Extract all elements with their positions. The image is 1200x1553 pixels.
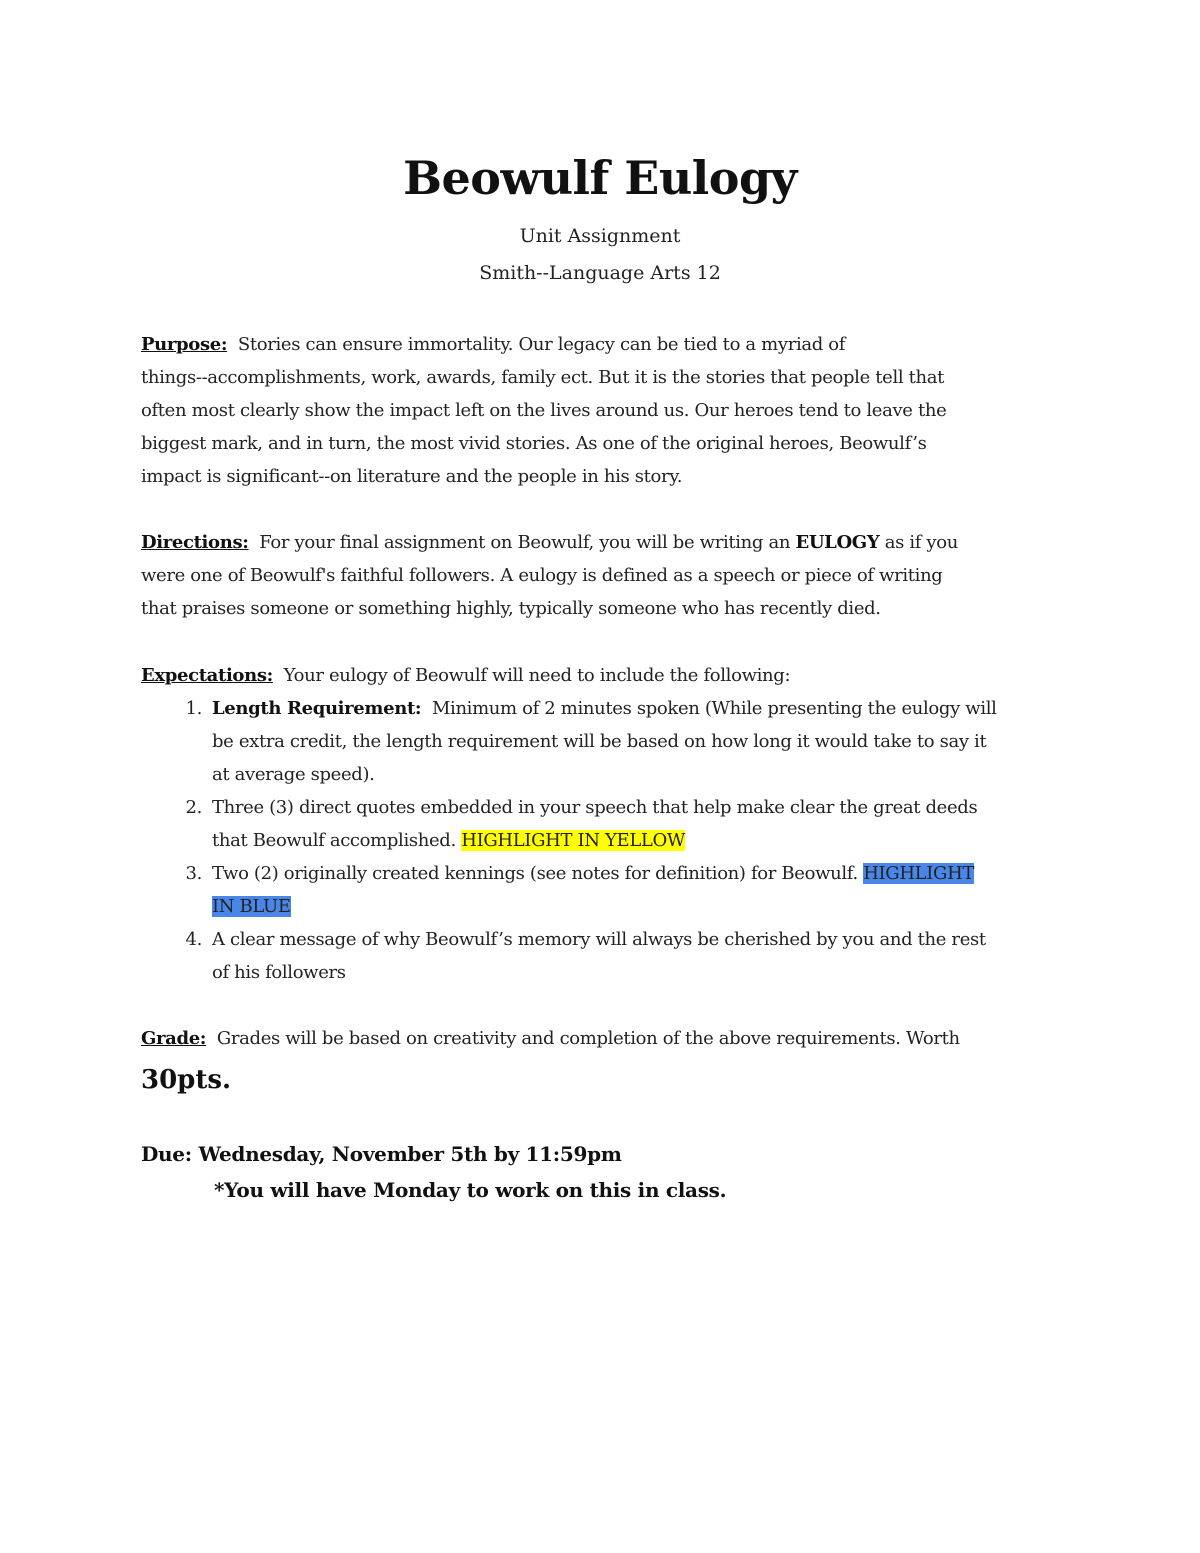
- requirement-4-line-2: of his followers: [212, 962, 346, 983]
- requirement-2-line-2: [212, 824, 1061, 857]
- requirement-1-text: Minimum of 2 minutes spoken (While presenting the eulogy will: [431, 698, 997, 719]
- purpose-line-4: biggest mark, and in turn, the most vivid stories. As one of the original heroes, Beowulf’s: [141, 433, 927, 454]
- requirement-1-line-2: be extra credit, the length requirement will be based on how long it would take to say it: [212, 731, 987, 752]
- grade-heading: Grade:: [141, 1028, 207, 1049]
- directions-section: [141, 526, 1061, 625]
- purpose-section: [141, 328, 1061, 493]
- class-time-note: *You will have Monday to work on this in class.: [214, 1178, 727, 1202]
- grade-section: [141, 1022, 1061, 1055]
- course-label: Smith--Language Arts 12: [479, 262, 721, 284]
- directions-heading: Directions:: [141, 532, 249, 553]
- grade-text: Grades will be based on creativity and completion of the above requirements. Worth: [216, 1028, 960, 1049]
- eulogy-emphasis: EULOGY: [795, 532, 880, 553]
- document-title: Beowulf Eulogy: [403, 151, 797, 205]
- requirement-1-line-1: [212, 692, 1061, 725]
- requirement-2-line-1: Three (3) direct quotes embedded in your speech that help make clear the great deeds: [212, 797, 978, 818]
- purpose-text: Stories can ensure immortality. Our legacy can be tied to a myriad of: [237, 334, 846, 355]
- directions-text-pre: For your final assignment on Beowulf, you will be writing an: [259, 532, 796, 553]
- grade-line-1: [141, 1022, 1061, 1055]
- highlight-blue-note-1: HIGHLIGHT: [863, 863, 975, 884]
- purpose-line-5: impact is significant--on literature and the people in his story.: [141, 466, 683, 487]
- due-date: Due: Wednesday, November 5th by 11:59pm: [141, 1142, 622, 1166]
- list-number: 1.: [185, 698, 202, 719]
- requirement-3-line-2: [212, 890, 1061, 923]
- requirement-item-4: [185, 923, 1061, 989]
- purpose-line-3: often most clearly show the impact left on the lives around us. Our heroes tend to leave the: [141, 400, 947, 421]
- list-number: 4.: [185, 929, 202, 950]
- highlight-yellow-note: HIGHLIGHT IN YELLOW: [461, 830, 686, 851]
- expectations-line-1: [141, 659, 1061, 692]
- points-value: 30pts.: [141, 1065, 232, 1095]
- directions-line-3: that praises someone or something highly, typically someone who has recently died.: [141, 598, 881, 619]
- requirement-1-line-3: at average speed).: [212, 764, 375, 785]
- requirement-item-3: [185, 857, 1061, 923]
- purpose-line-1: [141, 328, 1061, 361]
- directions-line-1: [141, 526, 1061, 559]
- requirement-2-text: that Beowulf accomplished.: [212, 830, 462, 851]
- list-number: 3.: [185, 863, 202, 884]
- purpose-line-2: things--accomplishments, work, awards, family ect. But it is the stories that people tell that: [141, 367, 945, 388]
- requirement-3-line-1: [212, 857, 1061, 890]
- requirement-item-1: [185, 692, 1061, 791]
- list-number: 2.: [185, 797, 202, 818]
- expectations-section: [141, 659, 1061, 989]
- requirements-list: [141, 692, 1061, 989]
- expectations-intro: Your eulogy of Beowulf will need to include the following:: [283, 665, 791, 686]
- length-requirement-label: Length Requirement:: [212, 698, 422, 719]
- requirement-3-text: Two (2) originally created kennings (see notes for definition) for Beowulf.: [212, 863, 864, 884]
- purpose-heading: Purpose:: [141, 334, 228, 355]
- requirement-item-2: [185, 791, 1061, 857]
- directions-text-post: as if you: [879, 532, 958, 553]
- directions-line-2: were one of Beowulf's faithful followers. A eulogy is defined as a speech or piece of writing: [141, 565, 943, 586]
- expectations-heading: Expectations:: [141, 665, 273, 686]
- requirement-4-line-1: A clear message of why Beowulf’s memory will always be cherished by you and the rest: [212, 929, 986, 950]
- highlight-blue-note-2: IN BLUE: [212, 896, 291, 917]
- unit-label: Unit Assignment: [519, 225, 681, 247]
